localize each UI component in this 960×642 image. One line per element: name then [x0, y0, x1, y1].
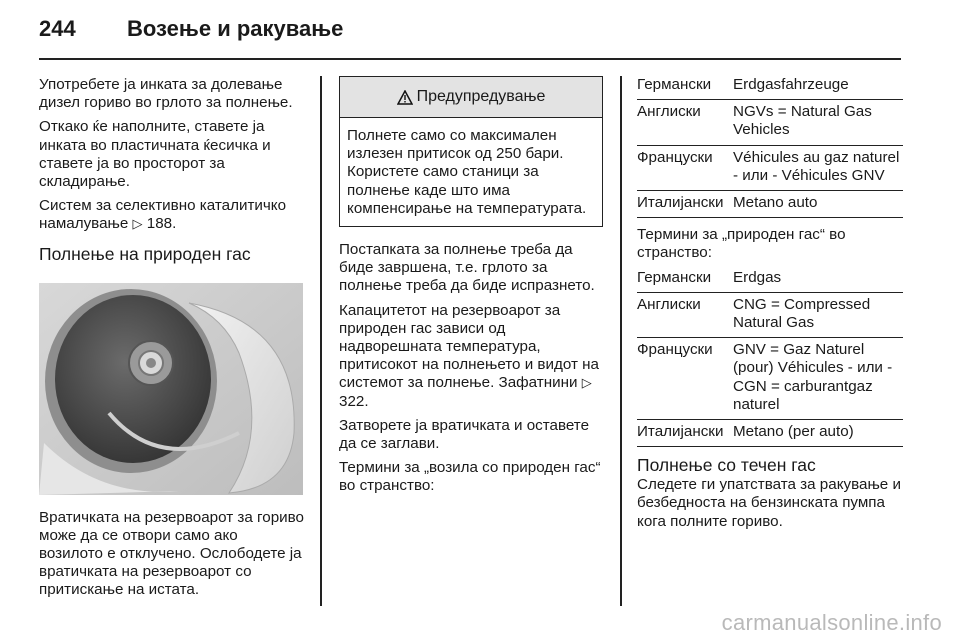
- vehicle-terms-table: [637, 76, 903, 218]
- warning-header: [340, 77, 602, 118]
- paragraph-filler-door: Вратичката на резервоарот за гориво може да се отвори само ако возилото е отклучено. Ослободете ја вратичката на резервоарот со притискање на истата.: [39, 508, 304, 599]
- column-divider-2: [620, 76, 622, 606]
- paragraph-funnel: Употребете ја инката за долевање дизел гориво во грлото за полнење.: [39, 76, 293, 112]
- term-cell: Metano (per auto): [733, 420, 903, 447]
- paragraph-terms-gas: Термини за „природен гас“ во странство:: [637, 226, 846, 262]
- watermark: carmanualsonline.info: [721, 610, 942, 635]
- paragraph-terms-vehicles: Термини за „возила со природен гас“ во странство:: [339, 459, 601, 495]
- table-row: [637, 145, 903, 190]
- language-cell: Италијански: [637, 191, 733, 218]
- table-row: [637, 100, 903, 145]
- language-cell: Француски: [637, 145, 733, 190]
- capacity-text: Капацитетот на резервоарот за природен гас зависи од надворешната температура, притисокот на полнењето и видот на системот за полнење. Зафатнини: [339, 301, 599, 392]
- table-row: [637, 338, 903, 420]
- column-1: [39, 76, 305, 606]
- term-cell: [733, 338, 903, 420]
- term-cell: Erdgas: [733, 269, 903, 293]
- language-cell: Англиски: [637, 292, 733, 337]
- language-cell: Италијански: [637, 420, 733, 447]
- language-cell: Германски: [637, 76, 733, 100]
- column-2: [339, 76, 603, 502]
- paragraph-scr: [39, 197, 305, 233]
- warning-text: Полнете само со максимален излезен притисок од 250 бари. Користете само станици за полнење каде што има компенсирање на температурата.: [347, 127, 587, 217]
- heading-lpg: Полнење со течен гас: [637, 455, 816, 476]
- column-divider-1: [320, 76, 322, 606]
- warning-triangle-icon: [397, 90, 413, 105]
- gas-terms-table: [637, 269, 903, 448]
- term-cell: Erdgasfahrzeuge: [733, 76, 903, 100]
- paragraph-lpg: Следете ги упатствата за ракување и безбедноста на бензинската пумпа кога полните гориво.: [637, 476, 901, 530]
- language-cell: Англиски: [637, 100, 733, 145]
- warning-box: [339, 76, 603, 227]
- table-row: [637, 191, 903, 218]
- paragraph-capacity: [339, 302, 603, 411]
- term-cell: Metano auto: [733, 191, 903, 218]
- header-divider: [39, 58, 901, 60]
- page-number: 244: [39, 16, 76, 41]
- term-line-extra: CGN = carburantgaz naturel: [733, 377, 873, 413]
- table-row: [637, 292, 903, 337]
- language-cell: Германски: [637, 269, 733, 293]
- paragraph-procedure: Постапката за полнење треба да биде завршена, т.е. грлото за полнење треба да биде испразнето.: [339, 241, 595, 295]
- page-header: [39, 16, 919, 46]
- paragraph-close-door: Затворете ја вратичката и оставете да се заглави.: [339, 416, 590, 453]
- scr-page-link[interactable]: 188.: [146, 215, 177, 233]
- table-row: [637, 420, 903, 447]
- column-3: [637, 76, 903, 537]
- term-cell: NGVs = Natural Gas Vehicles: [733, 100, 903, 145]
- page-reference-arrow-icon: ▷: [132, 216, 143, 232]
- capacity-page-link[interactable]: 322.: [339, 392, 369, 410]
- term-cell: Véhicules au gaz naturel - или - Véhicules GNV: [733, 145, 903, 190]
- table-row: [637, 269, 903, 293]
- warning-title: Предупредување: [416, 87, 546, 105]
- term-cell: CNG = Compressed Natural Gas: [733, 292, 903, 337]
- page-reference-arrow-icon: ▷: [581, 375, 592, 391]
- language-cell: Француски: [637, 338, 733, 420]
- term-line: GNV = Gaz Naturel (pour) Véhicules - или -: [733, 341, 893, 377]
- heading-natural-gas: Полнење на природен гас: [39, 243, 251, 264]
- fuel-filler-photo: [39, 283, 303, 495]
- page-title: Возење и ракување: [127, 16, 344, 41]
- table-row: [637, 76, 903, 100]
- scr-text: Систем за селективно каталитичко намалување: [39, 197, 287, 233]
- paragraph-storage: Откако ќе наполните, ставете ја инката во пластичната ќесичка и ставете ја во просторот за складирање.: [39, 118, 271, 191]
